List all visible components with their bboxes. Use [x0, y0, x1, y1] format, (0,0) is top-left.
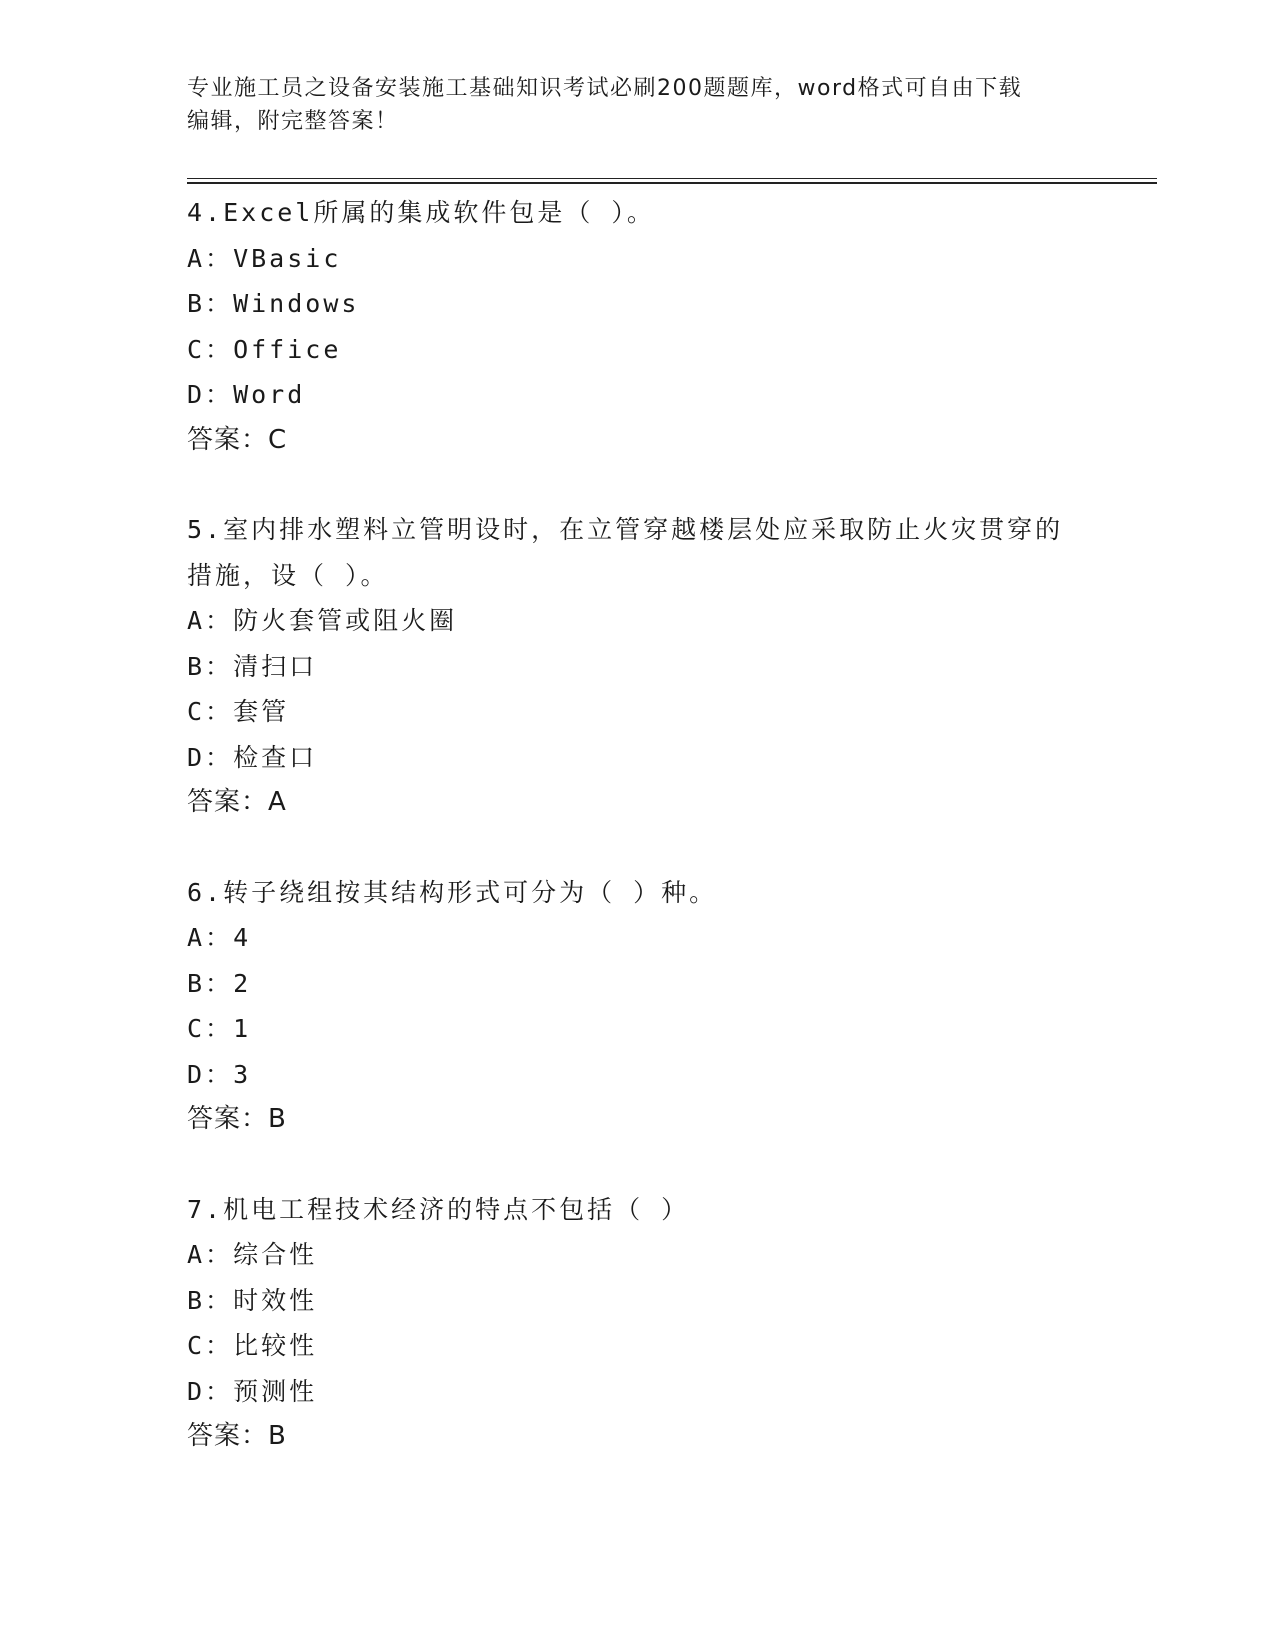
answer-line: 答案：C — [187, 424, 288, 455]
question-7 — [187, 1187, 1087, 1460]
option-text: VBasic — [233, 243, 342, 273]
option-letter: A： — [187, 923, 234, 952]
question-4 — [187, 190, 1087, 463]
option-letter: A： — [187, 606, 234, 635]
option-letter: D： — [187, 742, 234, 772]
option-text: Windows — [233, 289, 360, 318]
option-letter: B： — [187, 289, 234, 318]
option-c — [187, 1323, 1087, 1369]
option-c — [187, 327, 1087, 373]
option-d — [187, 735, 1087, 781]
option-text: 综合性 — [233, 1240, 318, 1269]
option-b — [187, 281, 1087, 327]
option-letter: D： — [187, 380, 234, 409]
option-text: 检查口 — [233, 742, 318, 772]
question-6 — [187, 870, 1087, 1143]
option-a — [187, 915, 1087, 961]
question-list — [187, 190, 1087, 1504]
option-text: Word — [233, 380, 306, 409]
option-text: 预测性 — [233, 1376, 318, 1406]
option-letter: C： — [187, 1014, 234, 1043]
option-text: 比较性 — [233, 1331, 318, 1360]
question-stem: 6.转子绕组按其结构形式可分为（ ）种。 — [187, 877, 718, 907]
header-divider-thick — [187, 182, 1157, 184]
header-line-1: 专业施工员之设备安装施工基础知识考试必刷200题题库，word格式可自由下载 — [187, 76, 1023, 101]
header-divider-thin — [187, 178, 1157, 179]
option-letter: C： — [187, 1331, 234, 1360]
answer-line: 答案：B — [187, 1104, 287, 1134]
option-text: 清扫口 — [233, 651, 318, 681]
option-a — [187, 1232, 1087, 1278]
document-header — [187, 72, 1087, 138]
option-letter: D： — [187, 1376, 234, 1406]
option-d — [187, 1052, 1087, 1098]
option-b — [187, 961, 1087, 1007]
option-text: 3 — [233, 1059, 252, 1089]
option-text: 4 — [233, 923, 252, 952]
option-letter: B： — [187, 968, 234, 998]
option-d — [187, 372, 1087, 418]
question-5 — [187, 507, 1087, 826]
option-letter: A： — [187, 243, 234, 273]
option-a — [187, 236, 1087, 282]
option-text: 1 — [233, 1014, 252, 1043]
option-text: 套管 — [233, 697, 290, 726]
option-letter: B： — [187, 1285, 234, 1315]
answer-line: 答案：B — [187, 1421, 287, 1451]
option-b — [187, 1278, 1087, 1324]
question-stem: 7.机电工程技术经济的特点不包括（ ） — [187, 1194, 690, 1224]
option-letter: C： — [187, 697, 234, 726]
header-line-2: 编辑，附完整答案！ — [187, 109, 399, 134]
option-text: 防火套管或阻火圈 — [233, 606, 458, 635]
option-d — [187, 1369, 1087, 1415]
option-b — [187, 644, 1087, 690]
question-stem: 4.Excel所属的集成软件包是（ ）。 — [187, 198, 655, 227]
option-a — [187, 598, 1087, 644]
option-c — [187, 1006, 1087, 1052]
option-letter: A： — [187, 1240, 234, 1269]
option-text: 2 — [233, 968, 252, 998]
question-stem: 5.室内排水塑料立管明设时，在立管穿越楼层处应采取防止火灾贯穿的措施，设（ ）。 — [187, 515, 1064, 590]
option-c — [187, 689, 1087, 735]
option-text: Office — [233, 334, 342, 364]
answer-line: 答案：A — [187, 787, 287, 817]
option-letter: B： — [187, 651, 234, 681]
option-letter: C： — [187, 334, 234, 364]
option-letter: D： — [187, 1059, 234, 1089]
option-text: 时效性 — [233, 1285, 318, 1315]
